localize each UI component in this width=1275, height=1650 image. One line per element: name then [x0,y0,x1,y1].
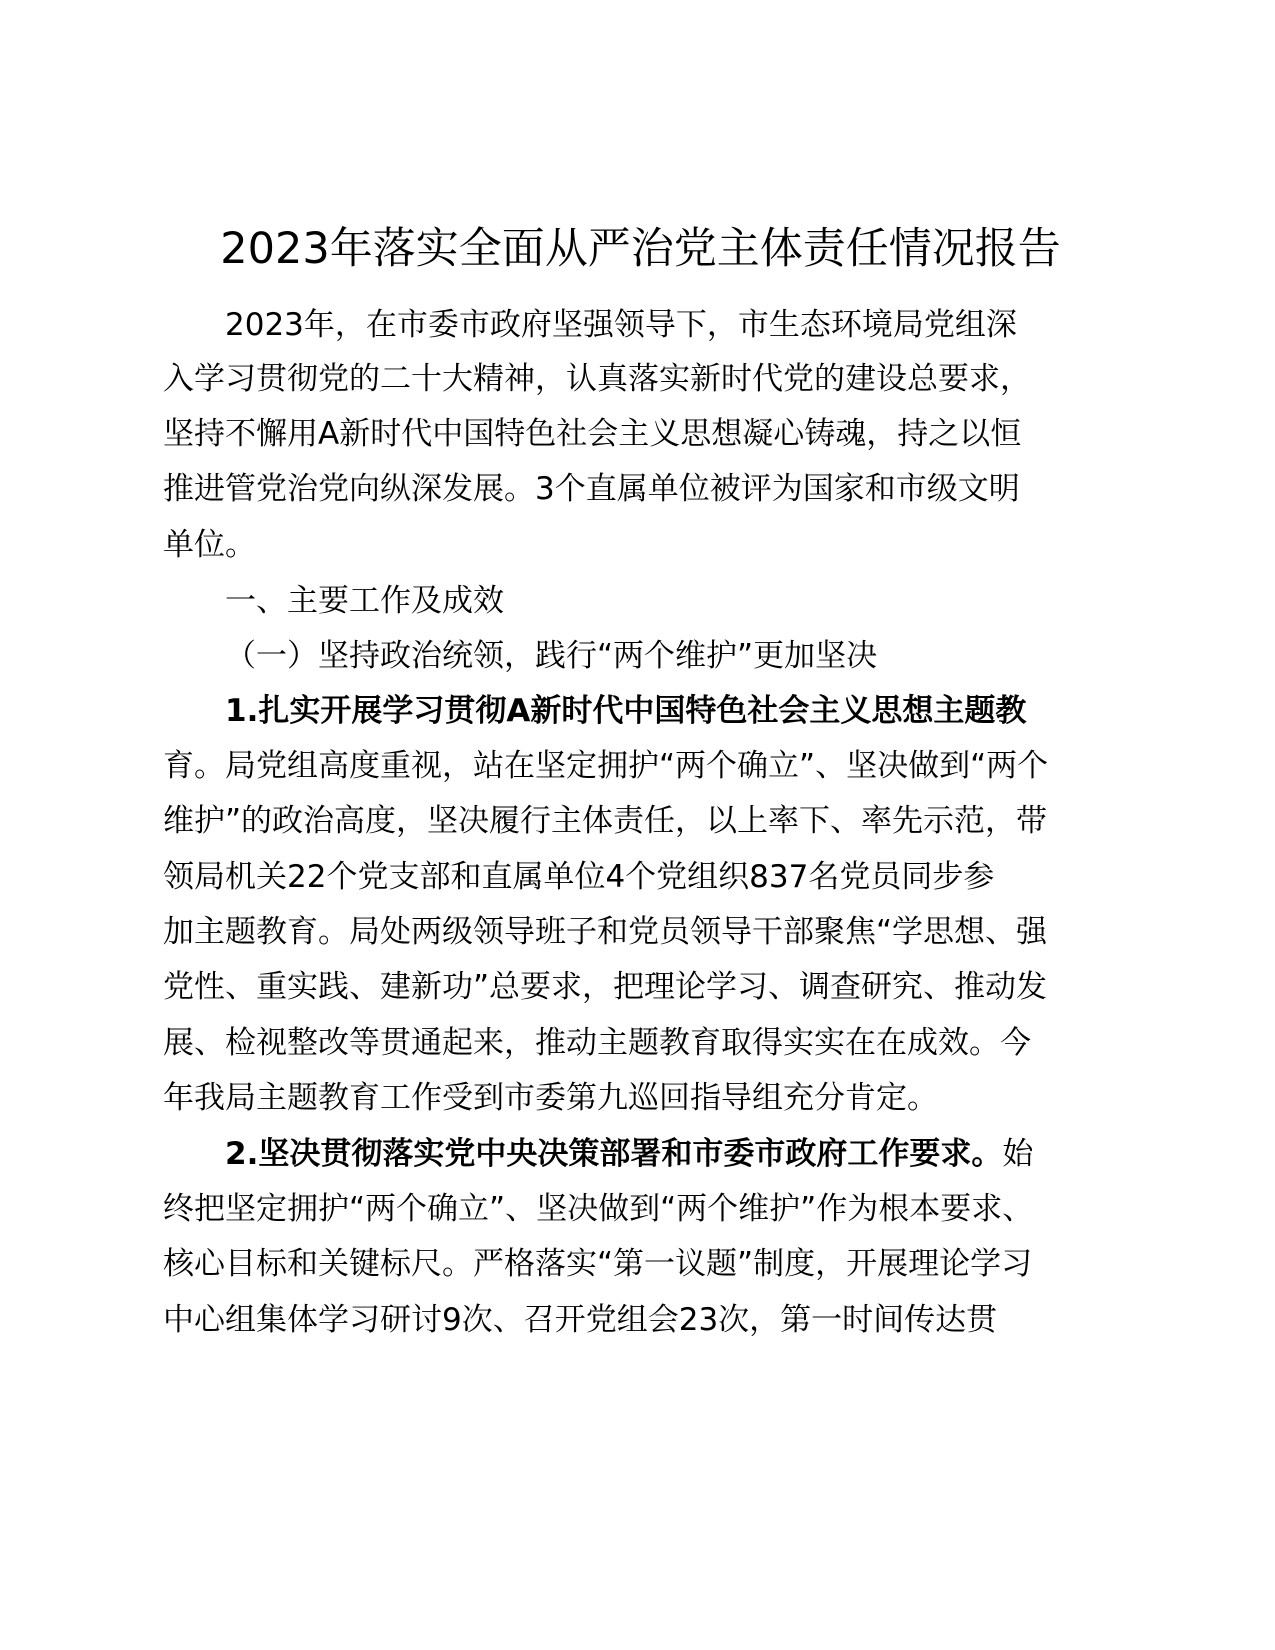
paragraph-line [163,967,1047,1007]
line-text: 加主题教育。局处两级领导班子和党员领导干部聚焦“学思想、强 [163,914,1048,950]
bold-lead: 2.坚决贯彻落实党中央决策部署和市委市政府工作要求。 [225,1136,1003,1172]
line-text: 育。局党组高度重视，站在坚定拥护“两个确立”、坚决做到“两个 [163,748,1049,784]
paragraph-line [225,691,1026,731]
bold-lead: 1.扎实开展学习贯彻A新时代中国特色社会主义思想主题教 [225,693,1027,729]
paragraph-line [163,1300,997,1340]
paragraph-line [163,359,1031,399]
line-text: 终把坚定拥护“两个确立”、坚决做到“两个维护”作为根本要求、 [163,1191,1034,1227]
line-text: 推进管党治党向纵深发展。3个直属单位被评为国家和市级文明 [163,471,1020,507]
line-text: 领局机关22个党支部和直属单位4个党组织837名党员同步参 [163,859,995,895]
line-text: 始 [1002,1136,1034,1172]
line-text: 核心目标和关键标尺。严格落实“第一议题”制度，开展理论学习 [163,1246,1033,1282]
paragraph-line [163,857,994,897]
heading-text: （一）坚持政治统领，践行“两个维护”更加坚决 [225,638,878,674]
line-text: 展、检视整改等贯通起来，推动主题教育取得实实在在成效。今 [163,1025,1031,1061]
line-text: 2023年，在市委市政府坚强领导下，市生态环境局党组深 [225,307,1017,343]
paragraph-line [163,414,1021,454]
line-text: 维护”的政治高度，坚决履行主体责任，以上率下、率先示范，带 [163,803,1048,839]
subsection-heading [225,636,877,676]
paragraph-line [163,746,1048,786]
line-text: 党性、重实践、建新功”总要求，把理论学习、调查研究、推动发 [163,969,1048,1005]
paragraph-line [163,525,256,565]
line-text: 中心组集体学习研讨9次、召开党组会23次，第一时间传达贯 [163,1302,998,1338]
paragraph-line [163,1244,1032,1284]
line-text: 年我局主题教育工作受到市委第九巡回指导组充分肯定。 [163,1080,938,1116]
paragraph-line [163,1023,1031,1063]
paragraph-line [163,912,1047,952]
paragraph-line [163,801,1047,841]
section-heading [225,581,504,621]
line-text: 坚持不懈用A新时代中国特色社会主义思想凝心铸魂，持之以恒 [163,416,1022,452]
heading-text: 一、主要工作及成效 [225,583,504,619]
line-text: 单位。 [163,527,256,563]
paragraph-line [225,1134,1033,1174]
paragraph-line [163,469,1020,509]
line-text: 入学习贯彻党的二十大精神，认真落实新时代党的建设总要求， [163,361,1031,397]
paragraph-line [225,305,1017,345]
document-title: 2023年落实全面从严治党主体责任情况报告 [220,224,1061,274]
paragraph-line [163,1189,1033,1229]
paragraph-line [163,1078,938,1118]
